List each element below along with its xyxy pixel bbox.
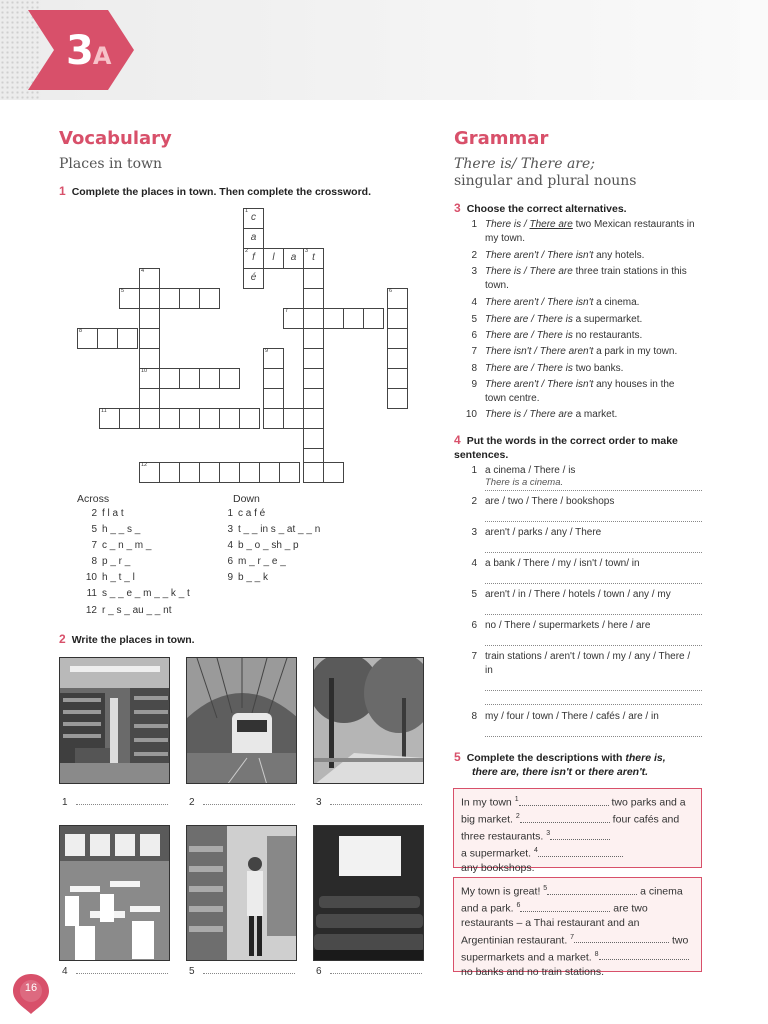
box-text: any bookshops. xyxy=(461,862,535,875)
answer-line[interactable] xyxy=(330,804,422,805)
alternative-text[interactable]: There isn't / There aren't xyxy=(485,346,594,357)
item-number: 10 xyxy=(465,409,477,420)
clue-number: 7 xyxy=(91,540,97,552)
item-number: 1 xyxy=(471,465,477,476)
item-text: my / four / town / There / cafés / are / in xyxy=(485,711,659,722)
gap-input[interactable] xyxy=(520,911,610,912)
clue-number: 1 xyxy=(245,208,249,214)
item-number: 8 xyxy=(471,711,477,722)
crossword-cell[interactable] xyxy=(117,328,138,349)
vocabulary-subtitle: Places in town xyxy=(59,156,163,172)
gap-input[interactable] xyxy=(574,942,669,943)
crossword-cell[interactable] xyxy=(387,308,408,329)
crossword-cell[interactable] xyxy=(179,408,200,429)
answer-line[interactable] xyxy=(76,973,168,974)
crossword-cell[interactable] xyxy=(303,348,324,369)
clue-number: 6 xyxy=(389,288,393,294)
across-heading: Across xyxy=(77,493,110,505)
crossword-cell[interactable] xyxy=(387,328,408,349)
instruction-keyword: there are, there isn't xyxy=(472,766,572,778)
item-number: 6 xyxy=(471,620,477,631)
item-number: 3 xyxy=(471,266,477,277)
item-number: 6 xyxy=(471,330,477,341)
unit-letter: A xyxy=(92,42,111,70)
caption-6 xyxy=(316,966,422,977)
item-number: 7 xyxy=(471,346,477,357)
caption-2 xyxy=(189,797,295,808)
crossword-cell[interactable] xyxy=(179,368,200,389)
crossword-cell[interactable] xyxy=(303,368,324,389)
crossword-cell[interactable] xyxy=(263,348,284,369)
vocabulary-title: Vocabulary xyxy=(59,128,172,149)
clue-number: 11 xyxy=(101,408,107,414)
bookshop-photo xyxy=(59,657,170,784)
crossword-cell[interactable] xyxy=(263,368,284,389)
clue-number: 8 xyxy=(79,328,83,334)
crossword-cell[interactable] xyxy=(303,328,324,349)
item-number: 1 xyxy=(471,219,477,230)
answer-line[interactable] xyxy=(485,736,702,737)
clue-number: 2 xyxy=(245,248,249,254)
exercise-number: 4 xyxy=(454,433,461,447)
answer-line[interactable] xyxy=(330,973,422,974)
alternative-text[interactable]: There aren't / There isn't xyxy=(485,297,594,308)
instruction-text: Write the places in town. xyxy=(71,634,195,646)
item-number: 8 xyxy=(471,363,477,374)
gap-number: 1 xyxy=(514,796,519,803)
caption-4 xyxy=(62,966,168,977)
instruction-text: or xyxy=(571,766,589,778)
answer-line[interactable] xyxy=(203,804,295,805)
clue-row xyxy=(77,605,190,621)
crossword-cell[interactable] xyxy=(219,462,240,483)
crossword-cell[interactable] xyxy=(99,408,120,429)
clue-text: m _ r _ e _ xyxy=(238,556,286,568)
clue-text: b _ o _ sh _ p xyxy=(238,540,299,552)
crossword-cell[interactable] xyxy=(263,388,284,409)
exercise-number: 2 xyxy=(59,632,66,646)
instruction-text: Complete the places in town. Then complete the crossword. xyxy=(71,186,371,198)
cell-letter: a xyxy=(250,232,257,243)
answer-line[interactable] xyxy=(485,490,702,491)
crossword-cell[interactable] xyxy=(139,408,160,429)
down-clues xyxy=(213,493,320,588)
clue-text: c _ n _ m _ xyxy=(102,540,152,552)
example-answer: There is a cinema. xyxy=(485,477,564,488)
box-text: a supermarket. xyxy=(461,847,534,860)
crossword-cell[interactable] xyxy=(283,308,304,329)
clue-number: 7 xyxy=(285,308,289,314)
caption-1 xyxy=(62,797,168,808)
crossword-cell[interactable] xyxy=(219,408,240,429)
crossword-cell[interactable] xyxy=(139,268,160,289)
instruction-text: Complete the descriptions with xyxy=(466,752,626,764)
alternative-text[interactable]: There are / There is xyxy=(485,330,573,341)
caption-number: 6 xyxy=(316,966,322,977)
gap-number: 4 xyxy=(533,847,538,855)
crossword-cell[interactable] xyxy=(119,288,140,309)
crossword-cell[interactable] xyxy=(283,248,304,269)
selected-alternative[interactable]: There are xyxy=(529,219,573,230)
alternative-text[interactable]: There aren't / There isn't xyxy=(485,250,594,261)
grammar-subtitle: There is/ There are; xyxy=(454,156,596,172)
clue-number: 4 xyxy=(227,540,233,552)
item-text: are / two / There / bookshops xyxy=(485,496,615,507)
crossword-cell[interactable] xyxy=(387,348,408,369)
exercise-5-instruction xyxy=(454,750,724,779)
item-number: 2 xyxy=(471,496,477,507)
crossword-cell[interactable] xyxy=(159,408,180,429)
clue-text: t _ _ in s _ at _ _ n xyxy=(238,524,321,536)
caption-number: 2 xyxy=(189,797,195,808)
clue-row xyxy=(213,508,320,524)
cell-letter: c xyxy=(251,212,256,223)
answer-line[interactable] xyxy=(485,645,702,646)
box-text: In my town xyxy=(461,796,515,809)
answer-line[interactable] xyxy=(485,690,702,691)
crossword-cell[interactable] xyxy=(199,462,220,483)
grammar-title: Grammar xyxy=(454,128,549,149)
answer-line[interactable] xyxy=(485,521,702,522)
box-text: are two restaurants – a Thai restaurant and an Argentinian restaurant. xyxy=(461,902,648,947)
box-text: two parks and a big market. xyxy=(461,796,686,826)
crossword-cell[interactable] xyxy=(387,288,408,309)
clue-number: 12 xyxy=(85,604,97,616)
crossword-cell[interactable] xyxy=(363,308,384,329)
crossword-cell[interactable] xyxy=(139,348,160,369)
crossword-cell[interactable] xyxy=(243,208,264,229)
item-number: 4 xyxy=(471,297,477,308)
item-text: a market. xyxy=(572,409,618,420)
crossword-cell[interactable] xyxy=(159,288,180,309)
description-box-2 xyxy=(453,877,702,978)
clue-row xyxy=(213,556,320,572)
item-text: aren't / in / There / hotels / town / any / my xyxy=(485,589,671,600)
crossword-cell[interactable] xyxy=(343,308,364,329)
clue-number: 9 xyxy=(265,348,269,354)
crossword-cell[interactable] xyxy=(199,368,220,389)
answer-line[interactable] xyxy=(203,973,295,974)
clue-number: 10 xyxy=(141,368,148,374)
crossword-cell[interactable] xyxy=(279,462,300,483)
crossword-cell[interactable] xyxy=(283,408,304,429)
clue-row xyxy=(77,508,190,524)
item-text: aren't / parks / any / There xyxy=(485,527,602,538)
clue-row xyxy=(213,540,320,556)
cell-letter: a xyxy=(290,252,297,263)
box-text: My town is great! xyxy=(461,885,544,898)
clue-number: 2 xyxy=(91,508,97,519)
exercise-number: 5 xyxy=(454,750,461,764)
answer-line[interactable] xyxy=(485,583,702,584)
clue-text: r _ s _ au _ _ nt xyxy=(102,604,172,616)
crossword-cell[interactable] xyxy=(219,368,240,389)
gap-number: 6 xyxy=(516,902,521,910)
instruction-keyword: there aren't. xyxy=(588,766,648,778)
crossword-cell[interactable] xyxy=(243,268,264,289)
item-text: train stations / aren't / town / my / any / There / in xyxy=(485,651,691,676)
item-number: 7 xyxy=(471,651,477,662)
answer-line[interactable] xyxy=(76,804,168,805)
crossword-cell[interactable] xyxy=(239,462,260,483)
answer-line[interactable] xyxy=(485,704,702,705)
clue-number: 3 xyxy=(227,524,233,536)
alternative-text[interactable]: There is / There are xyxy=(485,409,573,420)
crossword-cell[interactable] xyxy=(139,308,160,329)
caption-number: 1 xyxy=(62,797,68,808)
item-number: 5 xyxy=(471,589,477,600)
box-text: a cinema and a park. xyxy=(461,885,683,915)
crossword-cell[interactable] xyxy=(139,328,160,349)
item-number: 2 xyxy=(471,250,477,261)
item-number: 3 xyxy=(471,527,477,538)
clue-row xyxy=(213,572,320,588)
caption-number: 3 xyxy=(316,797,322,808)
crossword-cell[interactable] xyxy=(243,248,264,269)
down-heading: Down xyxy=(233,493,260,505)
clue-text: f l a t xyxy=(102,508,124,519)
description-box-1 xyxy=(453,788,702,875)
alternative-text[interactable]: There are / There is xyxy=(485,363,573,374)
caption-number: 5 xyxy=(189,966,195,977)
gap-input[interactable] xyxy=(599,959,689,960)
crossword-cell[interactable] xyxy=(139,288,160,309)
crossword-cell[interactable] xyxy=(159,462,180,483)
cell-letter: é xyxy=(250,272,257,283)
crossword-cell[interactable] xyxy=(159,368,180,389)
crossword-cell[interactable] xyxy=(179,288,200,309)
crossword-cell[interactable] xyxy=(387,388,408,409)
exercise-number: 1 xyxy=(59,184,66,198)
item-text: a bank / There / my / isn't / town/ in xyxy=(485,558,640,569)
clue-number: 12 xyxy=(141,462,148,468)
page-number: 16 xyxy=(24,982,38,994)
item-number: 9 xyxy=(471,379,477,390)
crossword-cell[interactable] xyxy=(303,408,324,429)
crossword-cell[interactable] xyxy=(259,462,280,483)
clue-number: 1 xyxy=(227,508,233,519)
cinema-photo xyxy=(313,825,424,961)
grammar-subtitle-2: singular and plural nouns xyxy=(454,173,637,189)
cell-letter: l xyxy=(272,252,275,263)
crossword-cell[interactable] xyxy=(97,328,118,349)
item-text: any houses in the town centre. xyxy=(485,379,675,404)
crossword-cell[interactable] xyxy=(323,308,344,329)
crossword-cell[interactable] xyxy=(303,248,324,269)
gap-number: 3 xyxy=(546,830,551,838)
crossword-cell[interactable] xyxy=(139,388,160,409)
crossword-cell[interactable] xyxy=(303,268,324,289)
clue-number: 9 xyxy=(227,572,233,584)
clue-text: s _ _ e _ m _ _ k _ t xyxy=(102,588,190,600)
clue-number: 8 xyxy=(91,556,97,568)
answer-line[interactable] xyxy=(485,552,702,553)
crossword-cell[interactable] xyxy=(303,388,324,409)
cell-letter: t xyxy=(312,252,315,263)
clue-number: 6 xyxy=(227,556,233,568)
alternative-text[interactable]: There is / xyxy=(485,219,530,230)
crossword-cell[interactable] xyxy=(179,462,200,483)
item-text: three train stations in this town. xyxy=(485,266,687,291)
crossword-cell[interactable] xyxy=(303,308,324,329)
clue-row xyxy=(77,540,190,556)
cell-letter: f xyxy=(252,252,255,263)
answer-line[interactable] xyxy=(485,614,702,615)
clue-row xyxy=(77,588,190,604)
crossword-cell[interactable] xyxy=(243,228,264,249)
item-text: two Mexican restaurants in my town. xyxy=(485,219,695,244)
across-clues xyxy=(77,493,190,621)
crossword-cell[interactable] xyxy=(303,462,324,483)
gap-number: 5 xyxy=(543,885,548,892)
exercise-4-instruction xyxy=(454,433,714,462)
exercise-1-instruction xyxy=(59,184,371,198)
item-text: no / There / supermarkets / here / are xyxy=(485,620,651,631)
box-text: four cafés and three restaurants. xyxy=(461,813,680,843)
box-text: no banks and no train stations. xyxy=(461,965,605,978)
instruction-keyword: there is, xyxy=(625,752,666,764)
alternative-text[interactable]: There aren't / There isn't xyxy=(485,379,594,390)
exercise-number: 3 xyxy=(454,201,461,215)
caption-3 xyxy=(316,797,422,808)
crossword-cell[interactable] xyxy=(139,368,160,389)
unit-number: 3 xyxy=(66,28,93,74)
instruction-text: Choose the correct alternatives. xyxy=(466,203,627,215)
item-text: a cinema / There / is xyxy=(485,465,576,476)
park-photo xyxy=(313,657,424,784)
clue-text: h _ _ s _ xyxy=(102,524,141,536)
exercise-3-instruction xyxy=(454,201,627,215)
crossword-cell[interactable] xyxy=(303,288,324,309)
clue-row xyxy=(77,572,190,588)
gap-number: 8 xyxy=(594,950,599,958)
clue-row xyxy=(213,524,320,540)
clue-number: 11 xyxy=(86,588,97,600)
item-text: any hotels. xyxy=(593,250,645,261)
page-number-badge xyxy=(11,972,51,1016)
crossword-cell[interactable] xyxy=(199,288,220,309)
supermarket-photo xyxy=(186,825,297,961)
alternative-text[interactable]: There is / There are xyxy=(485,266,573,277)
crossword-cell[interactable] xyxy=(387,368,408,389)
crossword-cell[interactable] xyxy=(199,408,220,429)
caption-5 xyxy=(189,966,295,977)
crossword-cell[interactable] xyxy=(139,462,160,483)
clue-row xyxy=(77,524,190,540)
alternative-text[interactable]: There are / There is xyxy=(485,314,573,325)
clue-number: 10 xyxy=(85,572,97,584)
crossword-cell[interactable] xyxy=(303,428,324,449)
gap-input[interactable] xyxy=(547,894,637,895)
clue-text: p _ r _ xyxy=(102,556,131,568)
crossword-cell[interactable] xyxy=(77,328,98,349)
clue-row xyxy=(77,556,190,572)
clue-text: c a f é xyxy=(238,508,266,519)
cafe-photo xyxy=(59,825,170,961)
exercise-2-instruction xyxy=(59,632,195,646)
clue-number: 3 xyxy=(305,248,309,254)
clue-text: h _ t _ l xyxy=(102,572,135,584)
crossword-cell[interactable] xyxy=(119,408,140,429)
instruction-text: Put the words in the correct order to make sentences. xyxy=(454,435,678,461)
item-number: 4 xyxy=(471,558,477,569)
unit-badge xyxy=(28,10,134,90)
crossword-cell[interactable] xyxy=(263,248,284,269)
item-text: two banks. xyxy=(572,363,624,374)
item-text: a supermarket. xyxy=(572,314,643,325)
crossword-cell[interactable] xyxy=(239,408,260,429)
train-station-photo xyxy=(186,657,297,784)
item-text: a cinema. xyxy=(593,297,640,308)
crossword-cell[interactable] xyxy=(263,408,284,429)
clue-number: 5 xyxy=(121,288,125,294)
clue-text: b _ _ k xyxy=(238,572,269,584)
item-text: a park in my town. xyxy=(593,346,678,357)
gap-number: 2 xyxy=(515,813,520,821)
crossword-cell[interactable] xyxy=(323,462,344,483)
gap-input[interactable] xyxy=(520,822,610,823)
item-number: 5 xyxy=(471,314,477,325)
gap-input[interactable] xyxy=(519,805,609,806)
gap-input[interactable] xyxy=(538,856,623,857)
clue-number: 5 xyxy=(91,524,97,536)
box-text: two supermarkets and a market. xyxy=(461,934,689,964)
caption-number: 4 xyxy=(62,966,68,977)
item-text: no restaurants. xyxy=(572,330,643,341)
gap-number: 7 xyxy=(570,933,575,941)
clue-number: 4 xyxy=(141,268,145,274)
gap-input[interactable] xyxy=(550,839,610,840)
